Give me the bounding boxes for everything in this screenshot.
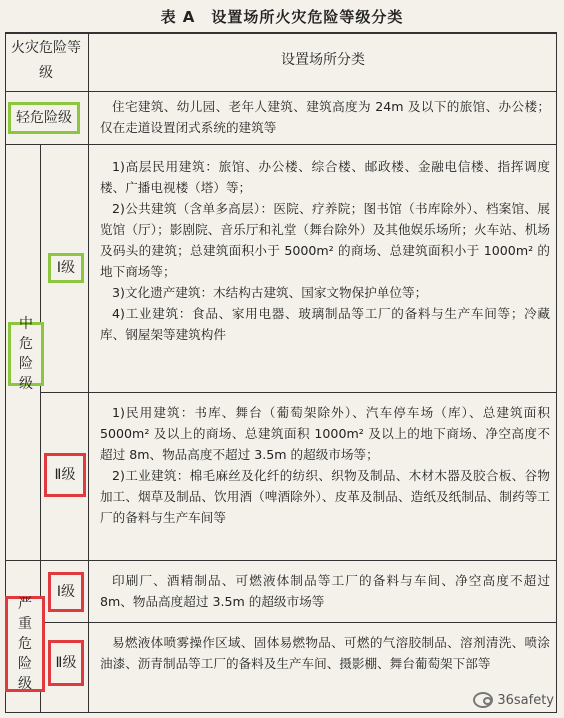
list-item: 3)文化遗产建筑：木结构古建筑、国家文物保护单位等； bbox=[112, 285, 428, 300]
medium-grade2-label: Ⅱ级 bbox=[44, 453, 86, 497]
level-severe-hazard: 严重危险级 bbox=[5, 596, 45, 692]
medium-grade1-description bbox=[100, 156, 550, 345]
list-item: 1)民用建筑：书库、舞台（葡萄架除外）、汽车停车场（库）、总建筑面积 5000m² 及以上的商场、总建筑面积 1000m² 及以上的地下商场、净空高度不超过 8m、物品高度不超过 3.5m 的超级市场等； bbox=[100, 405, 550, 462]
list-item: 4)工业建筑：食品、家用电器、玻璃制品等工厂的备料与生产车间等；冷藏库、钢屋架等建筑构件 bbox=[100, 306, 550, 342]
table-right-border bbox=[556, 32, 557, 713]
medium-grade1-label: Ⅰ级 bbox=[48, 253, 84, 283]
header-fire-level: 火灾危险等级 bbox=[11, 40, 81, 81]
header-place-classification: 设置场所分类 bbox=[281, 52, 365, 68]
watermark-text: 36safety bbox=[497, 692, 554, 708]
medium-grade1-divider bbox=[40, 392, 557, 393]
severe-grade1-label: Ⅰ级 bbox=[48, 572, 84, 612]
level-medium-hazard: 中危险级 bbox=[8, 322, 44, 386]
severe-grade2-label: Ⅱ级 bbox=[48, 640, 84, 686]
level-column-divider bbox=[88, 32, 89, 713]
list-item: 1)高层民用建筑：旅馆、办公楼、综合楼、邮政楼、金融电信楼、指挥调度楼、广播电视楼（塔）等； bbox=[100, 159, 550, 195]
watermark bbox=[473, 690, 554, 710]
medium-grade2-description bbox=[100, 402, 550, 528]
severe-grade1-description: 印刷厂、酒精制品、可燃液体制品等工厂的备料与车间、净空高度不超过 8m、物品高度超过 3.5m 的超级市场等 bbox=[100, 573, 550, 609]
level-light-hazard: 轻危险级 bbox=[8, 102, 80, 134]
light-hazard-description: 住宅建筑、幼儿园、老年人建筑、建筑高度为 24m 及以下的旅馆、办公楼；仅在走道设置闭式系统的建筑等 bbox=[100, 99, 550, 135]
table-title: 表 A 设置场所火灾危险等级分类 bbox=[160, 8, 404, 26]
severe-grade2-description: 易燃液体喷雾操作区域、固体易燃物品、可燃的气溶胶制品、溶剂清洗、喷涂油漆、沥青制品等工厂的备料及生产车间、摄影棚、舞台葡萄架下部等 bbox=[100, 635, 550, 671]
list-item: 2)公共建筑（含单多高层）：医院、疗养院；图书馆（书库除外）、档案馆、展览馆（厅）；影剧院、音乐厅和礼堂（舞台除外）及其他娱乐场所；火车站、机场及码头的建筑；总建筑面积小于 5000m² 的商场、总建筑面积小于 1000m² 的地下商场等； bbox=[100, 201, 550, 279]
wechat-icon bbox=[473, 692, 493, 708]
list-item: 2)工业建筑：棉毛麻丝及化纤的纺织、织物及制品、木材木器及胶合板、谷物加工、烟草及制品、饮用酒（啤酒除外）、皮革及制品、造纸及纸制品、制药等工厂的备料与生产车间等 bbox=[100, 468, 550, 525]
severe-grade1-divider bbox=[40, 622, 557, 623]
